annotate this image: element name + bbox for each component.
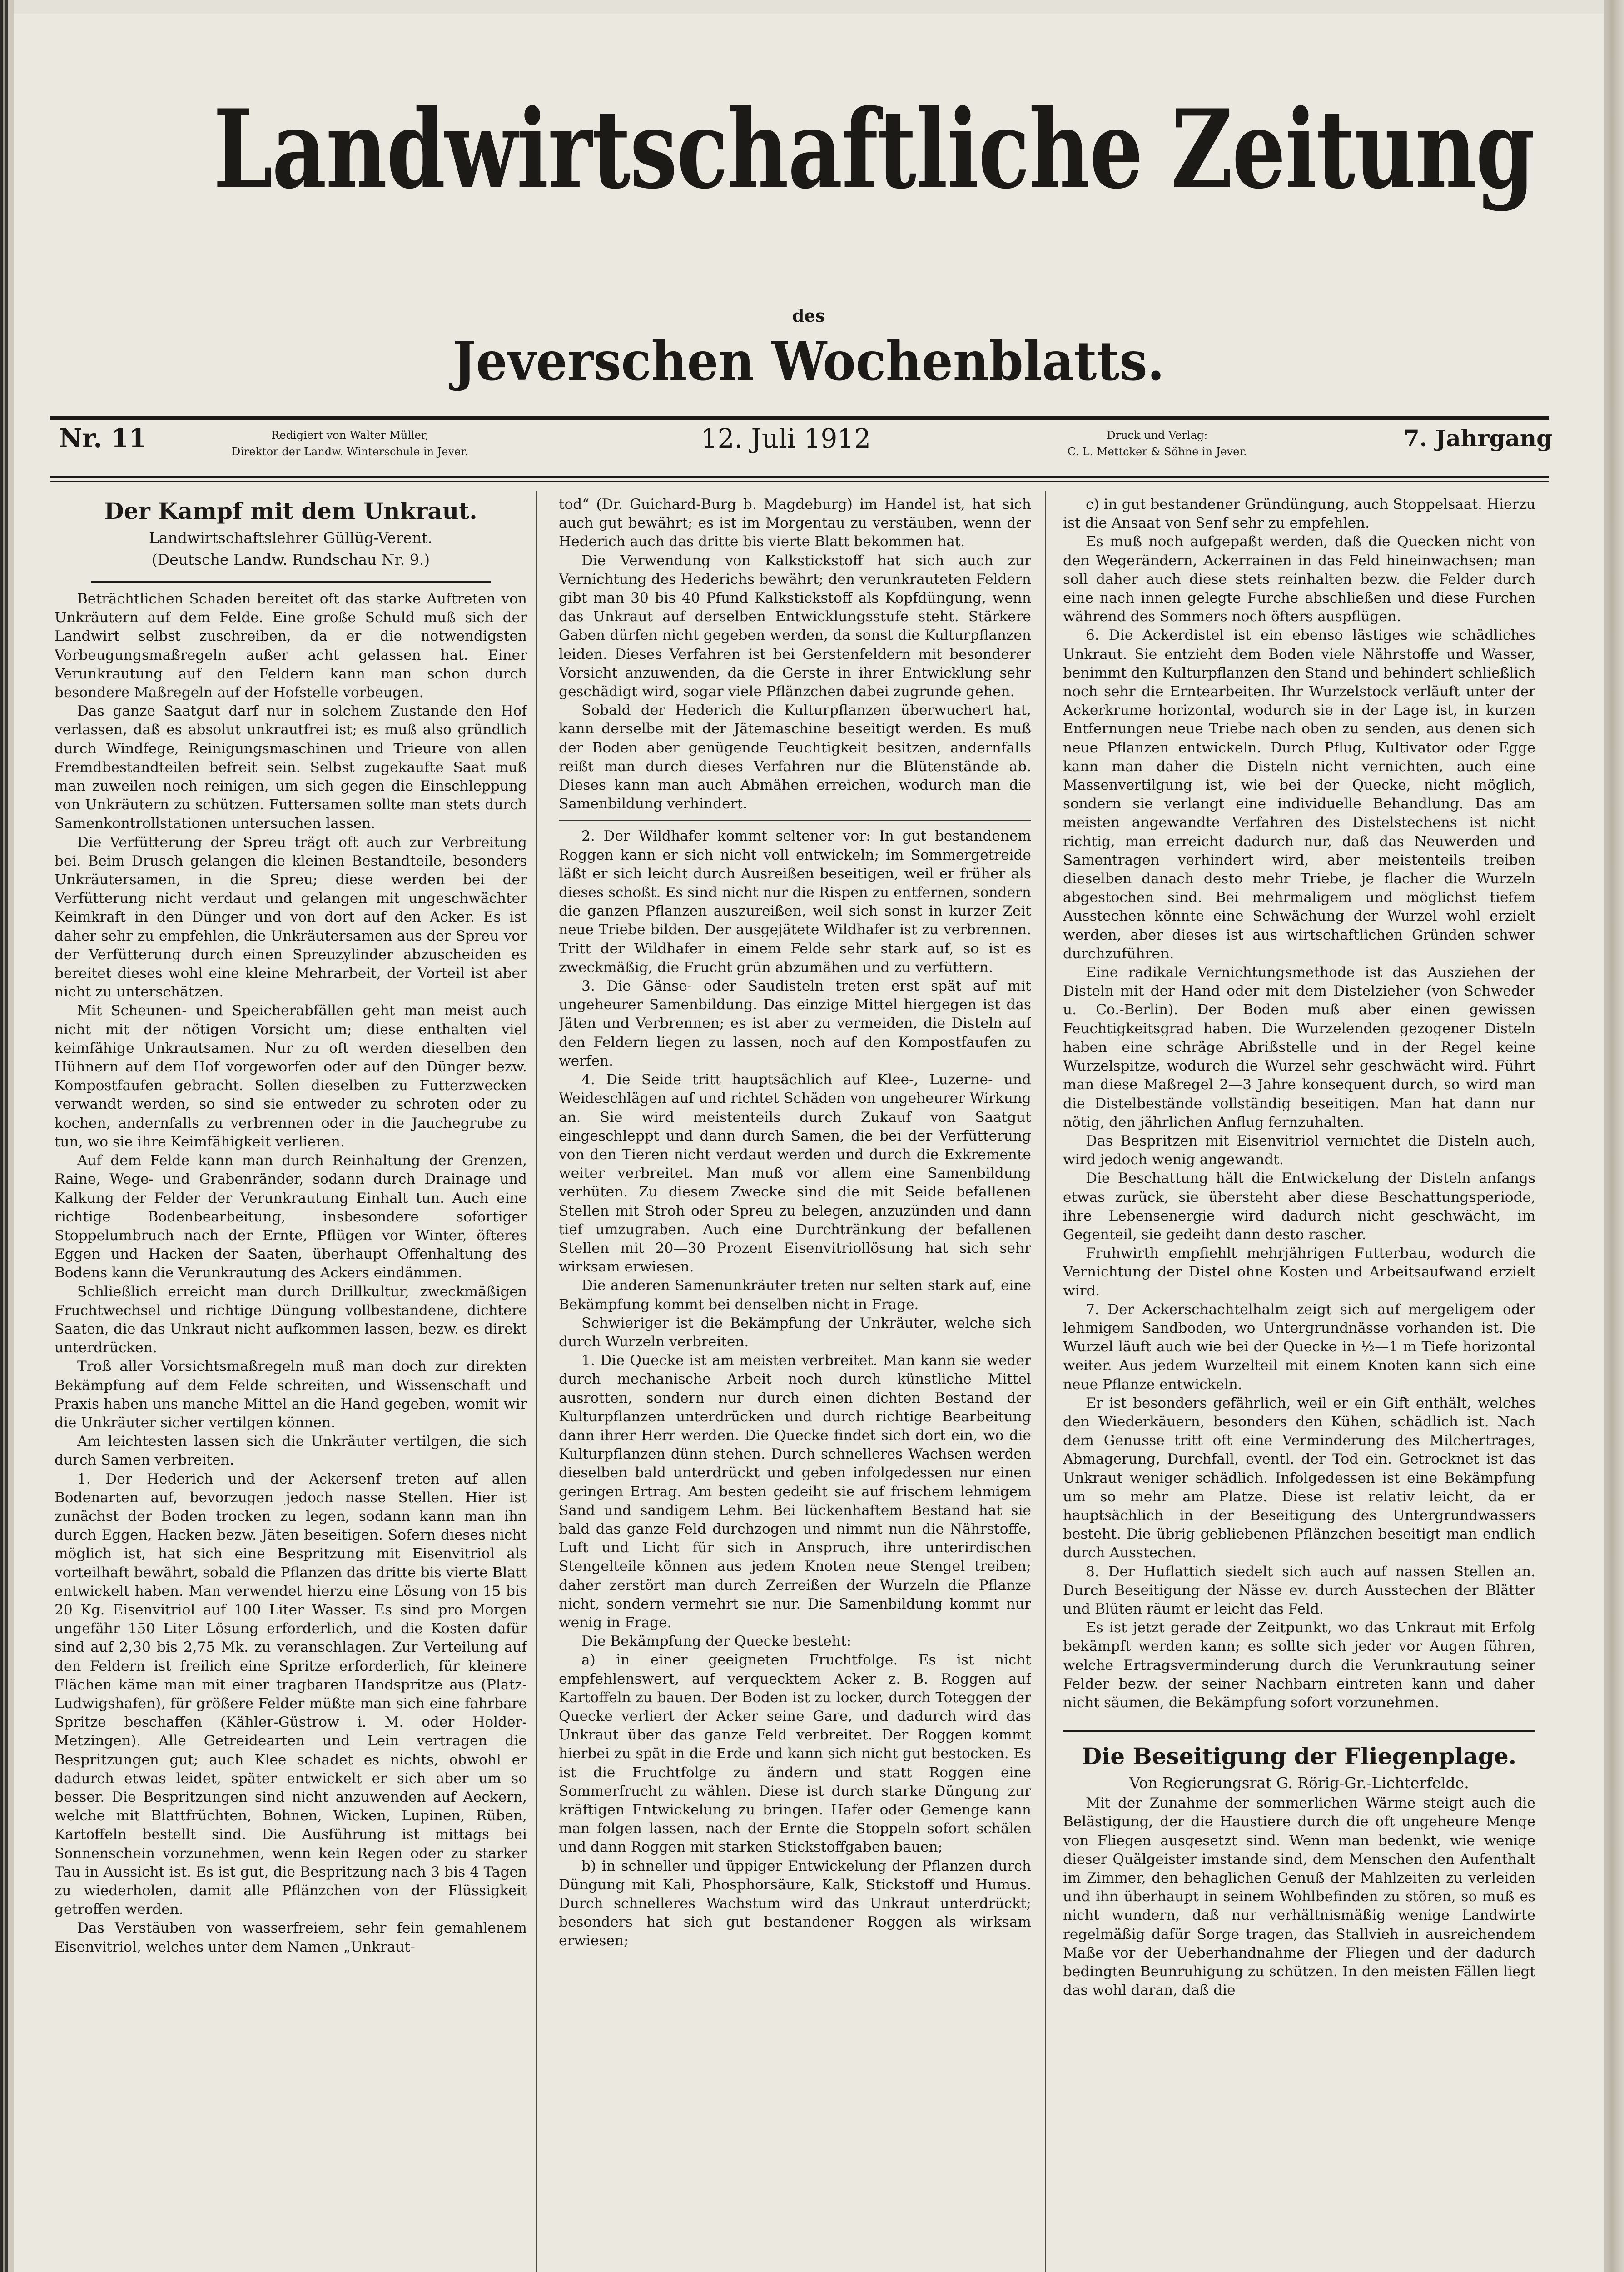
paragraph: 2. Der Wildhafer kommt seltener vor: In gut bestandenem Roggen kann er sich nicht voll entwickeln; im Sommergetreide läßt er sich leicht durch Ausreißen beseitigen, weil er früher als dieses schoßt. Es sind nicht nur die Rispen zu entfernen, sondern die ganzen Pflanzen auszureißen, weil sich sonst in kurzer Zeit neue Triebe bilden. Der ausgejätete Wildhafer ist zu verbrennen. Tritt der Wildhafer in einem Felde sehr stark auf, so ist es zweckmäßig, die Frucht grün abzumähen und zu verfüttern. <box>559 828 1031 976</box>
newspaper-page <box>14 14 1604 2272</box>
article-1-author: Landwirtschaftslehrer Güllüg-Verent. <box>149 529 432 547</box>
paragraph: a) in einer geeigneten Fruchtfolge. Es ist nicht empfehlenswert, auf verquecktem Acker z. B. Roggen auf Kartoffeln zu bauen. Der Boden ist zu locker, durch Toteggen der Quecke verliert der Acker seine Gare, und dadurch wird das Unkraut über das ganze Feld verbreitet. Der Roggen kommt hierbei zu spät in die Erde und kann sich nicht gut bestocken. Es ist die Fruchtfolge zu ändern und statt Roggen eine Sommerfrucht zu wählen. Diese ist durch starke Düngung zur kräftigen Entwickelung zu bringen. Hafer oder Gemenge kann man folgen lassen, nach der Ernte die Stoppeln sofort schälen und dann Roggen mit starken Stickstoffgaben bauen; <box>559 1652 1031 1856</box>
paragraph: Es ist jetzt gerade der Zeitpunkt, wo das Unkraut mit Erfolg bekämpft werden kann; es sollte sich jeder vor Augen führen, welche Ertragsverminderung durch die Verunkrautung seiner Felder bezw. der seiner Nachbarn eintreten kann und daher nicht säumen, die Bekämpfung sofort vorzunehmen. <box>1063 1619 1535 1711</box>
paragraph: Die Verfütterung der Spreu trägt oft auch zur Verbreitung bei. Beim Drusch gelangen die kleinen Bestandteile, besonders Unkräutersamen, in die Spreu; diese werden bei der Verfütterung nicht verdaut und gelangen mit ungeschwächter Keimkraft in den Dünger und von dort auf den Acker. Es ist daher sehr zu empfehlen, die Unkräutersamen aus der Spreu vor der Verfütterung durch einen Spreuzylinder abzuscheiden es bereitet dieses wohl eine kleine Mehrarbeit, der Vorteil ist aber nicht zu unterschätzen. <box>55 834 527 1001</box>
headline-separator <box>91 581 491 583</box>
paragraph: Er ist besonders gefährlich, weil er ein Gift enthält, welches den Wiederkäuern, besonders den Kühen, schädlich ist. Nach dem Genusse tritt oft eine Verminderung des Milchertrages, Abmagerung, Durchfall, eventl. der Tod ein. Getrocknet ist das Unkraut weniger schädlich. Infolgedessen ist eine Bekämpfung um so mehr am Platze. Diese ist relativ leicht, da er hauptsächlich in der Beseitigung des Untergrundwassers besteht. Die übrig gebliebenen Pflänzchen beseitigt man endlich durch Ausstechen. <box>1063 1395 1535 1561</box>
article-2-author: Von Regierungsrat G. Rörig-Gr.-Lichterfelde. <box>1129 1774 1469 1792</box>
masthead-rule-bottom-thin <box>50 481 1549 482</box>
paragraph: Die anderen Samenunkräuter treten nur selten stark auf, eine Bekämpfung kommt bei denselben nicht in Frage. <box>559 1277 1031 1313</box>
paragraph: Schwieriger ist die Bekämpfung der Unkräuter, welche sich durch Wurzeln verbreiten. <box>559 1315 1031 1350</box>
article-1-source: (Deutsche Landw. Rundschau Nr. 9.) <box>151 551 430 568</box>
paragraph: Auf dem Felde kann man durch Reinhaltung der Grenzen, Raine, Wege- und Grabenränder, sodann durch Drainage und Kalkung der Felder der Verunkrautung Einhalt tun. Auch eine richtige Bodenbearbeitung, insbesondere sofortiger Stoppelumbruch nach der Ernte, Pflügen vor Winter, öfteres Eggen und Hacken der Saaten, überhaupt Offenhaltung des Bodens kann die Verunkrautung des Ackers eindämmen. <box>55 1152 527 1281</box>
column-2 <box>559 495 1031 2272</box>
page-edge-left <box>0 0 14 2272</box>
paragraph: 1. Die Quecke ist am meisten verbreitet. Man kann sie weder durch mechanische Arbeit noch durch künstliche Mittel ausrotten, sondern nur durch einen dichten Bestand der Kulturpflanzen unterdrücken und durch richtige Bearbeitung dann ihrer Herr werden. Die Quecke findet sich dort ein, wo die Kulturpflanzen dünn stehen. Durch schnelleres Wachsen werden dieselben bald unterdrückt und geben infolgedessen nur einen geringen Ertrag. Am besten gedeiht sie auf frischem lehmigem Sand und sandigem Lehm. Bei lückenhaftem Bestand hat sie bald das ganze Feld durchzogen und nimmt nun die Nährstoffe, Luft und Licht für sich in Anspruch, ihre unterirdischen Stengelteile können aus jedem Knoten neue Stengel treiben; daher zerstört man durch Zerreißen der Wurzeln die Pflanze nicht, sondern vermehrt sie nur. Die Samenbildung kommt nur wenig in Frage. <box>559 1352 1031 1631</box>
paragraph: Sobald der Hederich die Kulturpflanzen überwuchert hat, kann derselbe mit der Jätemaschine beseitigt werden. Es muß der Boden aber genügende Feuchtigkeit besitzen, andernfalls reißt man durch dieses Verfahren nur die Blütenstände ab. Dieses kann man auch Abmähen erreichen, wodurch man die Samenbildung verhindert. <box>559 702 1031 812</box>
paragraph: 4. Die Seide tritt hauptsächlich auf Klee-, Luzerne- und Weideschlägen auf und richtet Schäden von ungeheurer Wirkung an. Sie wird meistenteils durch Zukauf von Saatgut eingeschleppt und dann durch Samen, die bei der Verfütterung von den Tieren nicht verdaut werden und durch die Exkremente weiter verbreitet. Man muß vor allem eine Samenbildung verhüten. Zu diesem Zwecke sind die mit Seide befallenen Stellen mit Stroh oder Spreu zu belegen, anzuzünden und dann tief umzugraben. Auch eine Durchtränkung der befallenen Stellen mit 20—30 Prozent Eisenvitriollösung hat sich sehr wirksam erwiesen. <box>559 1071 1031 1276</box>
masthead-connector: des <box>792 305 825 326</box>
editor-line-2: Direktor der Landw. Winterschule in Jever. <box>232 445 468 458</box>
publisher-line-2: C. L. Mettcker & Söhne in Jever. <box>1068 445 1247 458</box>
paragraph: 6. Die Ackerdistel ist ein ebenso lästiges wie schädliches Unkraut. Sie entzieht dem Boden viele Nährstoffe und Wasser, benimmt den Kulturpflanzen den Stand und behindert schließlich noch sehr die Erntearbeiten. Ihr Wurzelstock verläuft unter der Ackerkrume horizontal, wodurch sie in der Lage ist, in kurzen Entfernungen neue Triebe nach oben zu senden, aus denen sich neue Pflanzen entwickeln. Durch Pflug, Kultivator oder Egge kann man daher die Disteln nicht vernichten, auch eine Massenvertilgung ist, wie bei der Quecke, nicht möglich, sondern sie verlangt eine individuelle Behandlung. Das am meisten angewandte Verfahren des Distelstechens ist nicht richtig, man erreicht dadurch nur, daß das Neuwerden und Samentragen verhindert wird, aber meistenteils treiben dieselben danach desto mehr Triebe, je flacher die Wurzeln abgestochen sind. Bei mehrmaligem und möglichst tiefem Ausstechen könnte eine Schwächung der Wurzel wohl erzielt werden, aber dieses ist aus wirtschaftlichen Gründen schwer durchzuführen. <box>1063 627 1535 962</box>
paragraph: tod“ (Dr. Guichard-Burg b. Magdeburg) im Handel ist, hat sich auch gut bewährt; es ist im Morgentau zu verstäuben, wenn der Hederich auch das dritte bis vierte Blatt bekommen hat. <box>559 496 1031 550</box>
column-1 <box>55 495 527 2272</box>
publisher-line-1: Druck und Verlag: <box>1107 429 1208 442</box>
paragraph: 7. Der Ackerschachtelhalm zeigt sich auf mergeligem oder lehmigem Sandboden, wo Untergrundnässe vorhanden ist. Die Wurzel läuft auch wie bei der Quecke in ½—1 m Tiefe horizontal weiter. Aus jedem Wurzelteil mit einem Knoten kann sich eine neue Pflanze entwickeln. <box>1063 1301 1535 1393</box>
editor-credit <box>232 427 468 460</box>
paragraph: Die Verwendung von Kalkstickstoff hat sich auch zur Vernichtung des Hederichs bewährt; den verunkrauteten Feldern gibt man 30 bis 40 Pfund Kalkstickstoff als Kopfdüngung, wenn das Unkraut auf derselben Entwicklungsstufe steht. Stärkere Gaben dürfen nicht gegeben werden, da sonst die Kulturpflanzen leiden. Dieses Verfahren ist bei Gerstenfeldern mit besonderer Vorsicht anzuwenden, da die Gerste in ihrer Entwicklung sehr geschädigt wird, sogar viele Pflänzchen dabei zugrunde gehen. <box>559 552 1031 700</box>
masthead-title: Landwirtschaftliche Zeitung <box>213 86 1534 213</box>
masthead-subtitle: Jeverschen Wochenblatts. <box>452 329 1165 393</box>
column-divider-1 <box>536 491 537 2272</box>
paragraph: 3. Die Gänse- oder Saudisteln treten erst spät auf mit ungeheurer Samenbildung. Das einzige Mittel hiergegen ist das Jäten und Verbrennen; es ist aber zu vermeiden, die Disteln auf den Feldern liegen zu lassen, noch auf den Kompostfaufen zu werfen. <box>559 978 1031 1069</box>
article-1-headline: Der Kampf mit dem Unkraut. <box>104 498 477 524</box>
section-rule <box>559 820 1031 821</box>
paragraph: Das Bespritzen mit Eisenvitriol vernichtet die Disteln auch, wird jedoch wenig angewandt. <box>1063 1132 1535 1168</box>
paragraph: Das ganze Saatgut darf nur in solchem Zustande den Hof verlassen, daß es absolut unkrautfrei ist; es muß also gründlich durch Windfege, Reinigungsmaschinen und Trieure von allen Fremdbestandteilen befreit sein. Selbst zugekaufte Saat muß man zuweilen noch reinigen, um sich gegen die Einschleppung von Unkräutern zu schützen. Futtersamen sollte man stets durch Samenkontrollstationen untersuchen lassen. <box>55 703 527 832</box>
paragraph: Troß aller Vorsichtsmaßregeln muß man doch zur direkten Bekämpfung auf dem Felde schreiten, und Wissenschaft und Praxis haben uns manche Mittel an die Hand gegeben, womit wir die Unkräuter sicher vertilgen können. <box>55 1358 527 1431</box>
paragraph: 8. Der Huflattich siedelt sich auch auf nassen Stellen an. Durch Beseitigung der Nässe ev. durch Ausstechen der Blätter und Blüten räumt er leicht das Feld. <box>1063 1563 1535 1617</box>
issue-date: 12. Juli 1912 <box>700 423 871 454</box>
article-2-block <box>1063 1730 1535 2000</box>
paragraph: Mit der Zunahme der sommerlichen Wärme steigt auch die Belästigung, der die Haustiere durch die oft ungeheure Menge von Fliegen ausgesetzt sind. Wenn man bedenkt, wie wenige dieser Quälgeister imstande sind, dem Menschen den Aufenthalt im Zimmer, den behaglichen Genuß der Mahlzeiten zu verleiden und ihn überhaupt in seinem Wohlbefinden zu stören, so muß es nicht wundern, daß nur verhältnismäßig wenige Landwirte regelmäßig dafür Sorge tragen, das Stallvieh in ausreichendem Maße vor der Ueberhandnahme der Fliegen und der dadurch bedingten Beunruhigung zu schützen. In den meisten Fällen liegt das wohl daran, daß die <box>1063 1795 1535 1999</box>
column-3 <box>1063 495 1535 2272</box>
publisher-credit <box>1068 427 1247 460</box>
article-2-headline: Die Beseitigung der Fliegenplage. <box>1082 1743 1517 1770</box>
volume-year: 7. Jahrgang <box>1404 425 1553 452</box>
paragraph: Mit Scheunen- und Speicherabfällen geht man meist auch nicht mit der nötigen Vorsicht um; diese enthalten viel keimfähige Unkrautsamen. Nur zu oft werden dieselben den Hühnern auf dem Hof vorgeworfen oder auf den Dünger bezw. Kompostfaufen gebracht. Sollen dieselben zu Futterzwecken verwandt werden, so sind sie entweder zu schroten oder zu kochen, andernfalls zu verbrennen oder in die Jauchegrube zu tun, wo sie ihre Keimfähigkeit verlieren. <box>55 1002 527 1150</box>
paragraph: Am leichtesten lassen sich die Unkräuter vertilgen, die sich durch Samen verbreiten. <box>55 1433 527 1469</box>
paragraph: Beträchtlichen Schaden bereitet oft das starke Auftreten von Unkräutern auf dem Felde. Eine große Schuld muß sich der Landwirt selbst zuschreiben, da er die notwendigsten Vorbeugungsmaßregeln außer acht gelassen hat. Einer Verunkrautung auf den Feldern kann man schon durch besondere Maßregeln auf der Hofstelle vorbeugen. <box>55 591 527 701</box>
column-divider-2 <box>1045 491 1046 2272</box>
paragraph: Die Beschattung hält die Entwickelung der Disteln anfangs etwas zurück, sie übersteht aber diese Beschattungsperiode, ihre Lebensenergie wird dadurch nicht geschwächt, im Gegenteil, sie gedeiht dann desto rascher. <box>1063 1170 1535 1243</box>
editor-line-1: Redigiert von Walter Müller, <box>271 429 429 442</box>
paragraph: Schließlich erreicht man durch Drillkultur, zweckmäßigen Fruchtwechsel und richtige Düngung vollbestandene, dichtere Saaten, die das Unkraut nicht aufkommen lassen, bezw. es direkt unterdrücken. <box>55 1283 527 1356</box>
paragraph: b) in schneller und üppiger Entwickelung der Pflanzen durch Düngung mit Kali, Phosphorsäure, Kalk, Stickstoff und Humus. Durch schnelleres Wachstum wird das Unkraut unterdrückt; besonders hat sich gut bestandener Roggen als wirksam erwiesen; <box>559 1858 1031 1949</box>
paragraph: Die Bekämpfung der Quecke besteht: <box>581 1633 851 1650</box>
paragraph: Fruhwirth empfiehlt mehrjährigen Futterbau, wodurch die Vernichtung der Distel ohne Kosten und Arbeitsaufwand erzielt wird. <box>1063 1245 1535 1299</box>
masthead-rule-top <box>50 416 1549 420</box>
issue-number: Nr. 11 <box>59 424 147 453</box>
page-edge-right <box>1604 0 1624 2272</box>
paragraph: Es muß noch aufgepaßt werden, daß die Quecken nicht von den Wegerändern, Ackerrainen in das Feld hineinwachsen; man soll daher auch diese stets reinhalten bezw. die Felder durch eine nach innen gelegte Furche abschließen und diese Furchen während des Sommers noch öfters auspflügen. <box>1063 533 1535 625</box>
paragraph: Eine radikale Vernichtungsmethode ist das Ausziehen der Disteln mit der Hand oder mit dem Distelzieher (von Schweder u. Co.-Berlin). Der Boden muß aber einen gewissen Feuchtigkeitsgrad haben. Die Wurzelenden gezogener Disteln haben eine schräge Abrißstelle und in der Regel keine Wurzelspitze, wodurch die Wurzel sehr geschwächt wird. Führt man diese Maßregel 2—3 Jahre konsequent durch, so wird man die Distelbestände vollständig beseitigen. Man hat dann nur nötig, den jährlichen Anflug fernzuhalten. <box>1063 964 1535 1131</box>
paragraph: Das Verstäuben von wasserfreiem, sehr fein gemahlenem Eisenvitriol, welches unter dem Namen „Unkraut- <box>55 1920 527 1955</box>
paragraph: c) in gut bestandener Gründüngung, auch Stoppelsaat. Hierzu ist die Ansaat von Senf sehr zu empfehlen. <box>1063 496 1535 532</box>
masthead-rule-bottom <box>50 476 1549 478</box>
paragraph: 1. Der Hederich und der Ackersenf treten auf allen Bodenarten auf, bevorzugen jedoch nasse Stellen. Hier ist zunächst der Boden trocken zu legen, sodann kann man ihn durch Eggen, Hacken bezw. Jäten beseitigen. Sofern dieses nicht möglich ist, hat sich eine Bespritzung mit Eisenvitriol als vorteilhaft bewährt, sobald die Pflanzen das dritte bis vierte Blatt entwickelt haben. Man verwendet hierzu eine Lösung von 15 bis 20 Kg. Eisenvitriol auf 100 Liter Wasser. Es sind pro Morgen ungefähr 150 Liter Lösung erforderlich, und die Kosten dafür sind auf 2,30 bis 2,75 Mk. zu veranschlagen. Zur Verteilung auf den Feldern ist freilich eine Spritze erforderlich, für kleinere Flächen käme man mit einer tragbaren Handspritze aus (Platz-Ludwigshafen), für größere Felder müßte man sich eine fahrbare Spritze beschaffen (Kähler-Güstrow i. M. oder Holder-Metzingen). Alle Getreidearten und Lein vertragen die Bespritzungen gut; auch Klee schadet es nichts, obwohl er dadurch etwas leidet, später entwickelt er sich aber um so besser. Die Bespritzungen sind nicht anzuwenden auf Aeckern, welche mit Blattfrüchten, Bohnen, Wicken, Lupinen, Rüben, Kartoffeln bestellt sind. Die Ausführung ist mittags bei Sonnenschein vorzunehmen, wenn kein Regen oder zu starker Tau in Aussicht ist. Es ist gut, die Bespritzung nach 3 bis 4 Tagen zu wiederholen, damit alle Pflänzchen von der Flüssigkeit getroffen werden. <box>55 1470 527 1918</box>
